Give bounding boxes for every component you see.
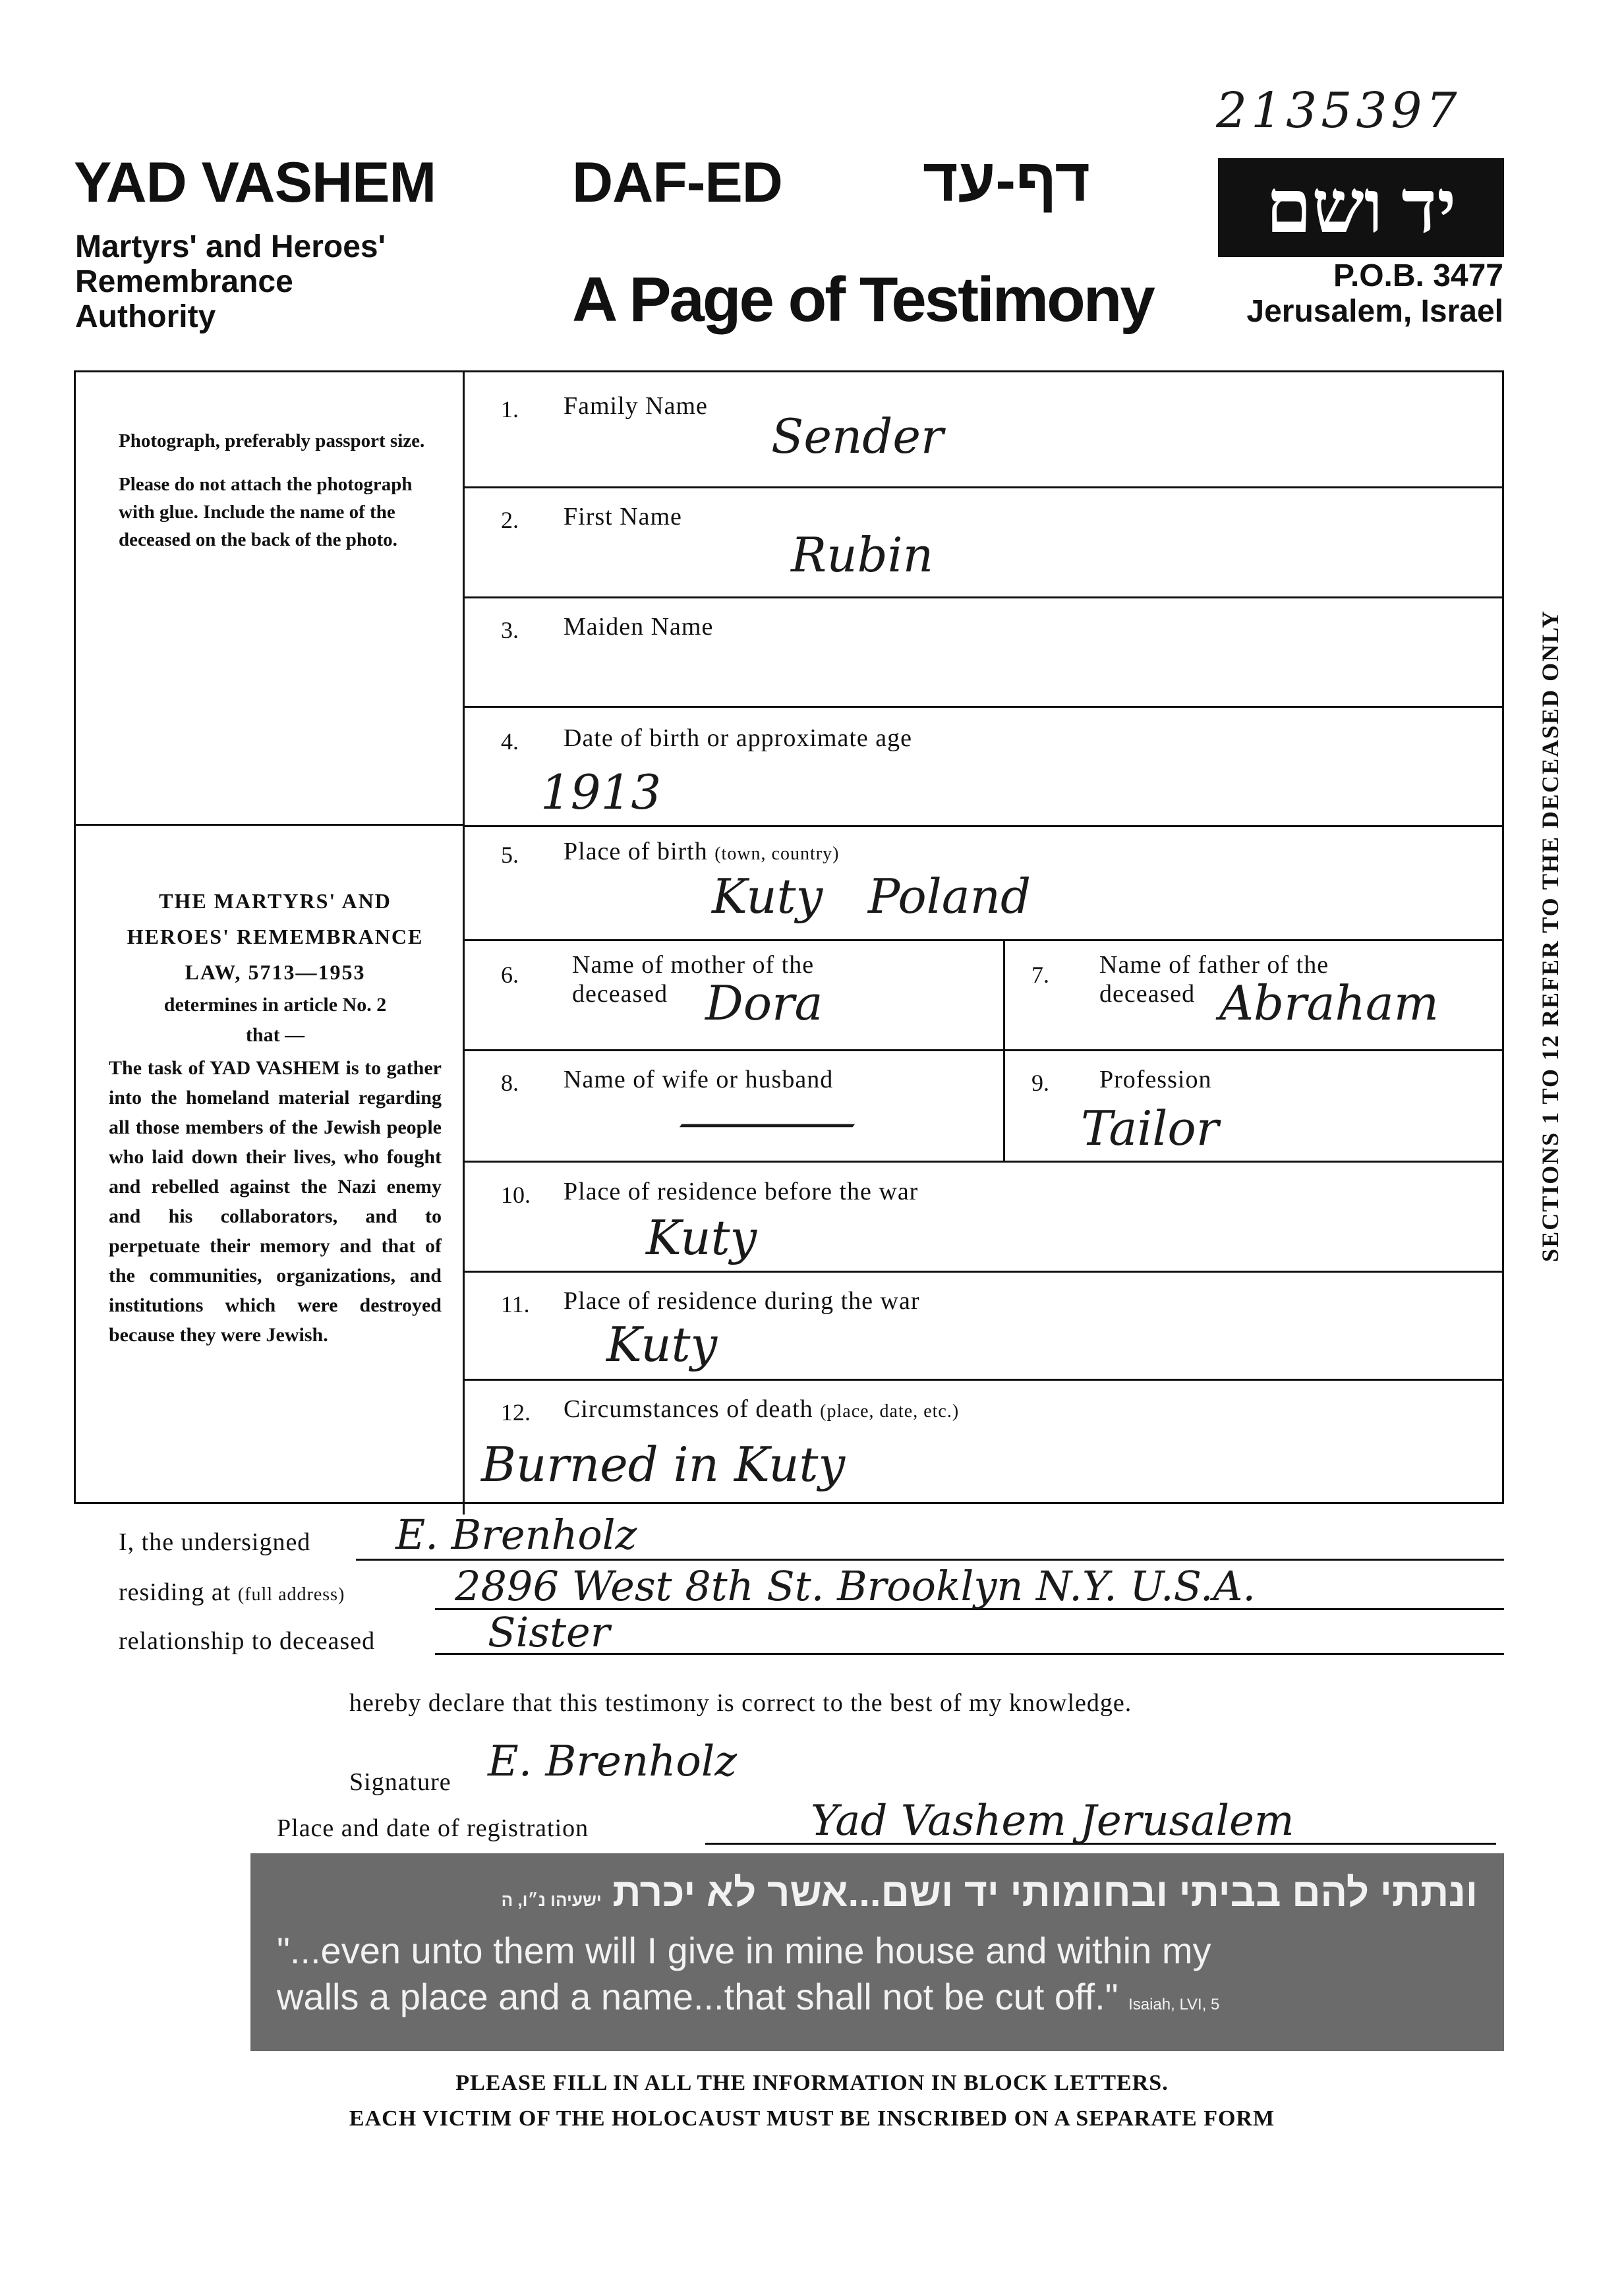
- relationship-value[interactable]: Sister: [488, 1608, 610, 1656]
- mother-name-label-line: Name of mother of the: [572, 951, 815, 979]
- law-excerpt: [109, 883, 442, 1350]
- row-divider: [463, 1161, 1504, 1163]
- mother-name-label-line: deceased: [572, 980, 668, 1008]
- death-circumstances-label-text: Circumstances of death: [564, 1395, 813, 1423]
- birth-date-value[interactable]: 1913: [540, 765, 662, 820]
- father-name-value[interactable]: Abraham: [1219, 975, 1439, 1031]
- footer-instruction-separate-form: EACH VICTIM OF THE HOLOCAUST MUST BE INSCRIBED ON A SEPARATE FORM: [349, 2106, 1275, 2131]
- registration-label: Place and date of registration: [277, 1814, 589, 1842]
- death-circumstances-label: [564, 1395, 959, 1424]
- photo-glue-note: Please do not attach the photograph with glue. Include the name of the deceased on the back of the photo.: [119, 474, 413, 550]
- residing-value[interactable]: 2896 West 8th St. Brooklyn N.Y. U.S.A.: [455, 1562, 1256, 1610]
- residence-before-value[interactable]: Kuty: [646, 1210, 757, 1265]
- org-subtitle-line: Martyrs' and Heroes': [75, 229, 386, 264]
- residing-label-text: residing at: [119, 1578, 231, 1606]
- daf-ed-title: DAF-ED: [572, 151, 782, 214]
- photo-instructions: [119, 427, 442, 569]
- father-name-label-line: Name of father of the: [1099, 951, 1329, 979]
- field-number: 5.: [501, 842, 519, 868]
- declaration-statement: hereby declare that this testimony is correct to the best of my knowledge.: [349, 1689, 1132, 1717]
- field-number: 10.: [501, 1182, 531, 1208]
- page-title: A Page of Testimony: [572, 264, 1153, 335]
- photo-column-divider: [463, 370, 465, 1515]
- birth-place-label: [564, 837, 839, 866]
- banner-english-line: walls a place and a name...that shall not be cut off.": [277, 1976, 1118, 2017]
- photo-size-note: Photograph, preferably passport size.: [119, 430, 425, 451]
- law-determines: [109, 990, 442, 1051]
- family-name-value[interactable]: Sender: [771, 409, 944, 464]
- law-text: The task of YAD VASHEM is to gather into the homeland material regarding all those members of the Jewish people who laid down their lives, who fought and rebelled against the Nazi enemy and his collaborators, and to perpetuate their memory and that of the communities, organizations, and institutions which were destroyed because they were Jewish.: [109, 1057, 442, 1346]
- photo-box-divider: [74, 824, 464, 826]
- row-divider: [463, 486, 1504, 488]
- residence-during-value[interactable]: Kuty: [606, 1317, 718, 1372]
- city: Jerusalem, Israel: [1246, 294, 1503, 329]
- row-divider: [463, 596, 1504, 598]
- law-title-line: LAW, 5713—1953: [185, 960, 366, 984]
- banner-english-line: "...even unto them will I give in mine house and within my: [277, 1930, 1211, 1971]
- isaiah-quote-banner: [250, 1853, 1504, 2051]
- yad-vashem-logo: יד ושם: [1218, 158, 1504, 257]
- postal-address: [1216, 258, 1503, 330]
- undersigned-value[interactable]: E. Brenholz: [395, 1511, 637, 1559]
- row-divider: [463, 1379, 1504, 1381]
- spouse-name-value[interactable]: —: [672, 1094, 862, 1149]
- mother-name-value[interactable]: Dora: [705, 975, 823, 1031]
- father-name-label-line: deceased: [1099, 980, 1196, 1008]
- residence-during-label: Place of residence during the war: [564, 1287, 920, 1315]
- spouse-name-label: Name of wife or husband: [564, 1066, 834, 1093]
- field-number: 8.: [501, 1070, 519, 1096]
- death-circumstances-value[interactable]: Burned in Kuty: [481, 1437, 846, 1492]
- relationship-label: relationship to deceased: [119, 1627, 376, 1655]
- birth-place-label-hint: (town, country): [714, 844, 840, 864]
- document-number: 2135397: [1216, 82, 1461, 139]
- profession-label: Profession: [1099, 1066, 1212, 1093]
- field-number: 7.: [1031, 962, 1049, 988]
- field-number: 4.: [501, 728, 519, 755]
- org-name: YAD VASHEM: [74, 151, 436, 214]
- registration-value[interactable]: Yad Vashem Jerusalem: [811, 1797, 1294, 1845]
- org-subtitle-line: Authority: [75, 299, 216, 334]
- footer-instruction: PLEASE FILL IN ALL THE INFORMATION IN BLOCK LETTERS.: [455, 2071, 1169, 2095]
- org-subtitle-line: Remembrance: [75, 264, 293, 299]
- banner-english-quote: [277, 1928, 1478, 2028]
- banner-hebrew-text: ונתתי להם בביתי ובחומותי יד ושם...אשר לא יכרת: [612, 1870, 1478, 1915]
- row-divider: [463, 1049, 1504, 1051]
- death-circumstances-label-hint: (place, date, etc.): [820, 1401, 960, 1422]
- signature-label: Signature: [349, 1768, 451, 1796]
- law-title: [109, 883, 442, 990]
- family-name-label: Family Name: [564, 392, 708, 420]
- field-number: 2.: [501, 507, 519, 533]
- law-title-line: HEROES' REMEMBRANCE: [127, 925, 424, 948]
- maiden-name-label: Maiden Name: [564, 613, 714, 641]
- org-subtitle: [75, 229, 386, 334]
- side-note: SECTIONS 1 TO 12 REFER TO THE DECEASED ONLY: [1537, 610, 1563, 1262]
- signature-value[interactable]: E. Brenholz: [488, 1737, 738, 1786]
- birth-place-label-text: Place of birth: [564, 838, 708, 865]
- field-number: 11.: [501, 1291, 530, 1317]
- po-box: P.O.B. 3477: [1333, 258, 1503, 293]
- field-number: 3.: [501, 617, 519, 643]
- banner-hebrew-quote: [277, 1868, 1478, 1925]
- field-number: 9.: [1031, 1070, 1049, 1096]
- residing-label-hint: (full address): [237, 1584, 345, 1605]
- profession-value[interactable]: Tailor: [1081, 1101, 1219, 1156]
- law-title-line: THE MARTYRS' AND: [159, 889, 392, 913]
- row-divider: [463, 939, 1504, 941]
- residing-label: [119, 1578, 345, 1607]
- law-article: determines in article No. 2: [163, 994, 387, 1016]
- residence-before-label: Place of residence before the war: [564, 1178, 919, 1205]
- first-name-value[interactable]: Rubin: [791, 527, 934, 583]
- row-divider: [463, 706, 1504, 708]
- birth-place-value[interactable]: Kuty Poland: [712, 869, 1031, 924]
- row-divider: [463, 825, 1504, 827]
- undersigned-line: [356, 1559, 1504, 1561]
- first-name-label: First Name: [564, 503, 682, 531]
- daf-ed-hebrew-title: דף-עד: [923, 147, 1090, 214]
- law-that: that —: [245, 1024, 305, 1046]
- banner-english-citation: Isaiah, LVI, 5: [1128, 1996, 1220, 2013]
- birth-date-label: Date of birth or approximate age: [564, 724, 912, 752]
- banner-hebrew-citation: ישעיהו נ״ו, ה: [501, 1890, 602, 1910]
- row-divider: [463, 1271, 1504, 1273]
- field-number: 12.: [501, 1399, 531, 1426]
- field-number: 6.: [501, 962, 519, 988]
- undersigned-label: I, the undersigned: [119, 1528, 311, 1556]
- field-number: 1.: [501, 396, 519, 422]
- banner-english-line-2: [277, 1974, 1478, 2028]
